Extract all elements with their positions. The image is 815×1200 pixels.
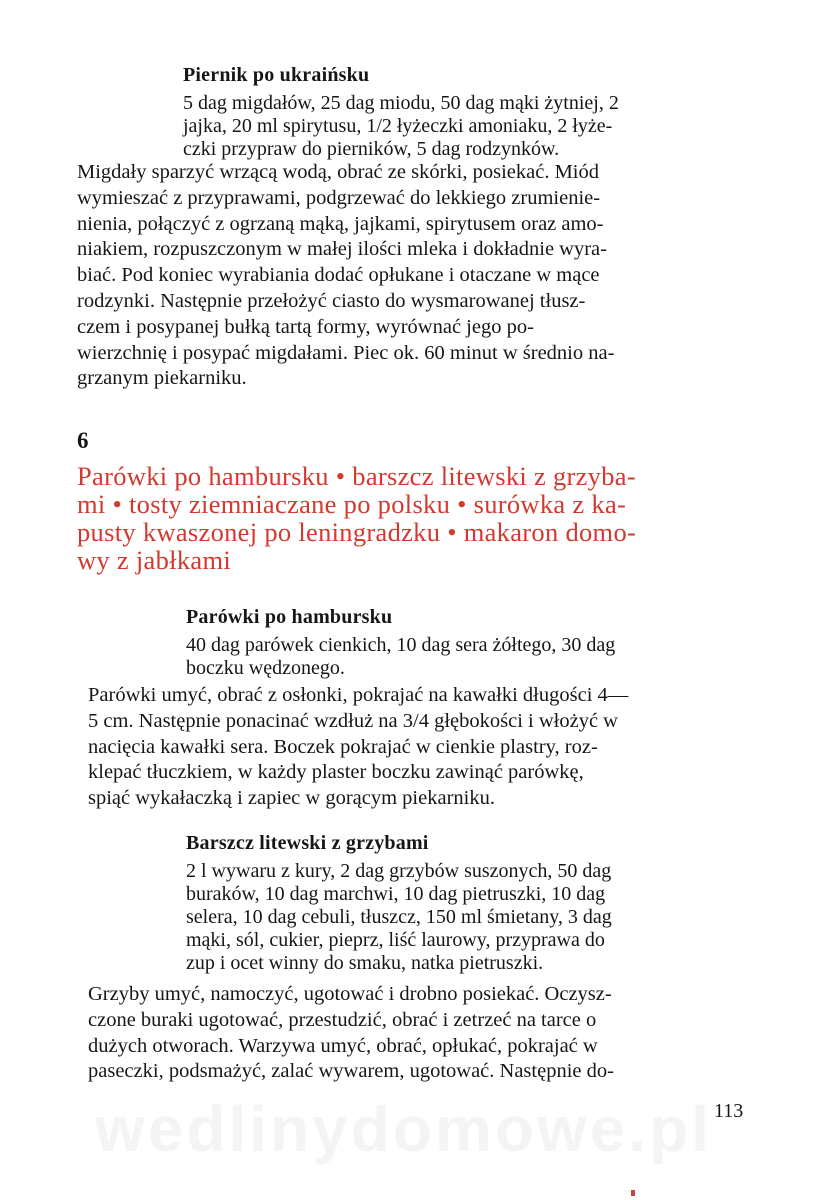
instructions-parowki (88, 683, 749, 812)
instruction-line: rodzynki. Następnie przełożyć ciasto do wysmarowanej tłusz- (77, 289, 586, 312)
instructions-piernik (77, 160, 749, 392)
ingredient-line: czki przypraw do pierników, 5 dag rodzynków. (183, 138, 560, 160)
chapter-menu (77, 462, 749, 574)
ingredient-line: 40 dag parówek cienkich, 10 dag sera żółtego, 30 dag (186, 634, 616, 656)
instruction-line: spiąć wykałaczką i zapiec w gorącym piekarniku. (88, 787, 495, 810)
instruction-line: biać. Pod koniec wyrabiania dodać opłukane i otaczane w mące (77, 264, 600, 287)
instruction-line: nienia, połączyć z ogrzaną mąką, jajkami, spirytusem oraz amo- (77, 212, 604, 235)
instruction-line: Migdały sparzyć wrzącą wodą, obrać ze skórki, posiekać. Miód (77, 161, 599, 183)
instruction-line: Grzyby umyć, namoczyć, ugotować i drobno posiekać. Oczysz- (88, 983, 612, 1005)
ingredient-line: selera, 10 dag cebuli, tłuszcz, 150 ml śmietany, 3 dag (186, 906, 612, 928)
instruction-line: czone buraki ugotować, przestudzić, obrać i zetrzeć na tarce o (88, 1008, 597, 1031)
instruction-line: niakiem, rozpuszczonym w małej ilości mleka i dokładnie wyra- (77, 238, 607, 261)
ingredient-line: 2 l wywaru z kury, 2 dag grzybów suszonych, 50 dag (186, 860, 612, 882)
ingredient-line: boczku wędzonego. (186, 657, 345, 679)
ingredient-line: 5 dag migdałów, 25 dag miodu, 50 dag mąki żytniej, 2 (183, 92, 619, 114)
ingredient-line: zup i ocet winny do smaku, natka pietruszki. (186, 952, 544, 974)
instruction-line: Parówki umyć, obrać z osłonki, pokrajać na kawałki długości 4— (88, 684, 629, 706)
instruction-line: 5 cm. Następnie ponacinać wzdłuż na 3/4 głębokości i włożyć w (88, 709, 618, 732)
instructions-barszcz (88, 982, 749, 1085)
ingredient-line: buraków, 10 dag marchwi, 10 dag pietruszki, 10 dag (186, 883, 606, 905)
instruction-line: paseczki, podsmażyć, zalać wywarem, ugotować. Następnie do- (88, 1060, 614, 1083)
print-mark (631, 1190, 635, 1196)
chapter-menu-line: Parówki po hambursku • barszcz litewski z grzyba- (77, 461, 636, 491)
chapter-number: 6 (77, 428, 89, 453)
instruction-line: czem i posypanej bułką tartą formy, wyrównać jego po- (77, 315, 534, 338)
recipe-title-barszcz: Barszcz litewski z grzybami (186, 832, 429, 854)
ingredient-line: mąki, sól, cukier, pieprz, liść laurowy, przyprawa do (186, 929, 605, 951)
instruction-line: grzanym piekarniku. (77, 367, 247, 390)
chapter-menu-line: pusty kwaszonej po leningradzku • makaron domo- (77, 517, 637, 547)
instruction-line: dużych otworach. Warzywa umyć, obrać, opłukać, pokrajać w (88, 1034, 598, 1057)
instruction-line: wymieszać z przyprawami, podgrzewać do lekkiego zrumienie- (77, 186, 601, 209)
recipe-title-piernik: Piernik po ukraińsku (183, 64, 370, 86)
watermark: wedlinydomowe.pl (95, 1093, 712, 1165)
ingredients-barszcz (186, 860, 749, 975)
instruction-line: klepać tłuczkiem, w każdy plaster boczku zawinąć parówkę, (88, 761, 584, 784)
chapter-menu-line: wy z jabłkami (77, 545, 232, 575)
page-number: 113 (714, 1100, 744, 1122)
instruction-line: nacięcia kawałki sera. Boczek pokrajać w cienkie plastry, roz- (88, 735, 598, 758)
chapter-menu-line: mi • tosty ziemniaczane po polsku • surówka z ka- (77, 489, 627, 519)
recipe-title-parowki: Parówki po hambursku (186, 606, 393, 628)
ingredients-parowki (186, 634, 749, 680)
instruction-line: wierzchnię i posypać migdałami. Piec ok. 60 minut w średnio na- (77, 341, 615, 364)
ingredients-piernik (183, 92, 749, 161)
ingredient-line: jajka, 20 ml spirytusu, 1/2 łyżeczki amoniaku, 2 łyże- (183, 115, 613, 137)
